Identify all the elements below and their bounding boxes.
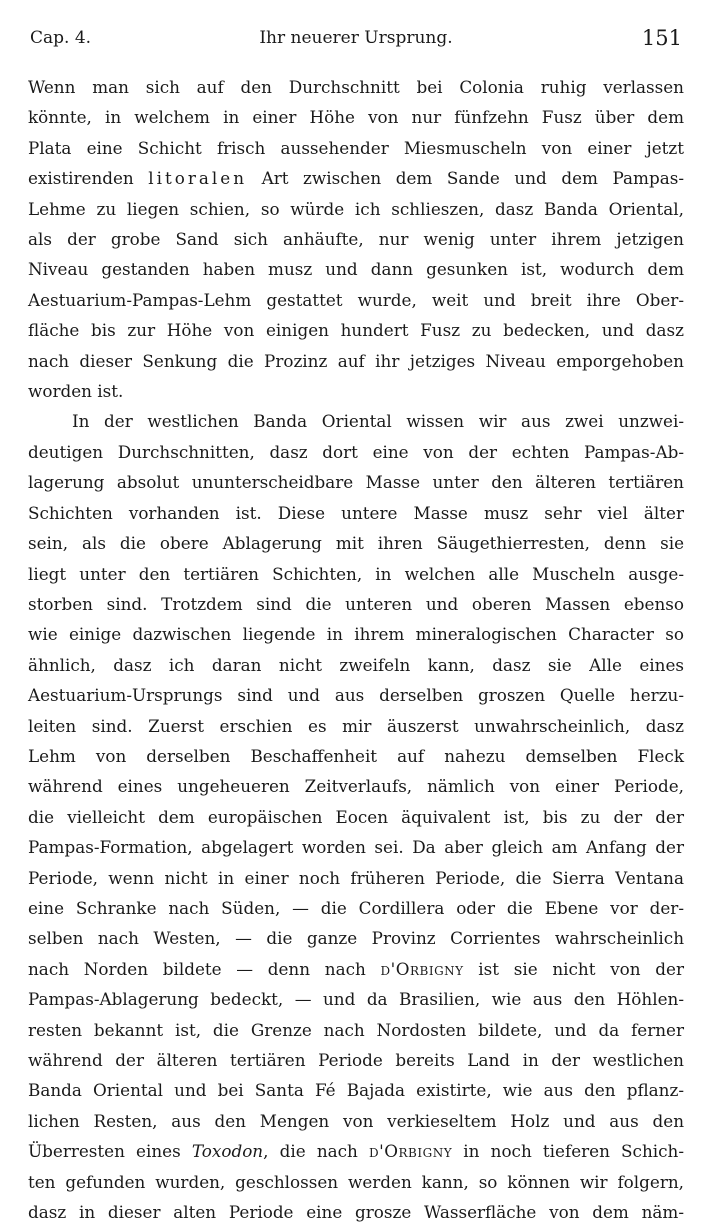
text-line: Banda Oriental und bei Santa Fé Bajada existirte, wie aus den pflanz-: [28, 1080, 684, 1101]
text-line: eine Schranke nach Süden, — die Cordillera oder die Ebene vor der-: [28, 897, 684, 918]
genus-name: Toxodon: [191, 1141, 264, 1162]
text-line: Lehme zu liegen schien, so würde ich schlieszen, dasz Banda Oriental,: [28, 198, 684, 219]
text-line: während der älteren tertiären Periode bereits Land in der westlichen: [28, 1050, 684, 1070]
text-line: Pampas-Formation, abgelagert worden sei. Da aber gleich am Anfang der: [28, 837, 684, 858]
body-text: [28, 72, 684, 1227]
text-line: die vielleicht dem europäischen Eocen äquivalent ist, bis zu der der: [28, 806, 684, 827]
text-line: Wenn man sich auf den Durchschnitt bei Colonia ruhig verlassen: [28, 77, 684, 97]
page-number: 151: [641, 26, 682, 50]
text-line: dasz in dieser alten Periode eine grosze Wasserfläche von dem näm-: [28, 1202, 684, 1223]
text-line: deutigen Durchschnitten, dasz dort eine von der echten Pampas-Ab-: [28, 441, 684, 462]
running-title: Ihr neuerer Ursprung.: [259, 28, 453, 48]
text-line: fläche bis zur Höhe von einigen hundert Fusz zu bedecken, und dasz: [28, 320, 684, 341]
author-name: d'Orbigny: [369, 1141, 453, 1162]
text-line: existirenden litoralen Art zwischen dem Sande und dem Pampas-: [28, 168, 684, 189]
text-line: Plata eine Schicht frisch aussehender Miesmuscheln von einer jetzt: [28, 137, 684, 158]
text-line: während eines ungeheueren Zeitverlaufs, nämlich von einer Periode,: [28, 776, 684, 797]
spaced-emphasis: litoralen: [148, 168, 248, 189]
text-line: Aestuarium-Ursprungs sind und aus derselben groszen Quelle herzu-: [28, 685, 684, 706]
text-line: als der grobe Sand sich anhäufte, nur wenig unter ihrem jetzigen: [28, 229, 684, 250]
text-line: Schichten vorhanden ist. Diese untere Masse musz sehr viel älter: [28, 502, 684, 523]
text-line: liegt unter den tertiären Schichten, in welchen alle Muscheln ausge-: [28, 563, 684, 584]
text-line: worden ist.: [28, 381, 124, 402]
text-line: Periode, wenn nicht in einer noch früheren Periode, die Sierra Ventana: [28, 867, 684, 888]
text-line: lichen Resten, aus den Mengen von verkieseltem Holz und aus den: [28, 1110, 684, 1131]
text-line: resten bekannt ist, die Grenze nach Nordosten bildete, und da ferner: [28, 1019, 684, 1040]
text-line: wie einige dazwischen liegende in ihrem mineralogischen Character so: [28, 624, 684, 645]
text-line: leiten sind. Zuerst erschien es mir äuszerst unwahrscheinlich, dasz: [28, 715, 684, 736]
text-line: ähnlich, dasz ich daran nicht zweifeln kann, dasz sie Alle eines: [28, 654, 684, 675]
text-line: storben sind. Trotzdem sind die unteren und oberen Massen ebenso: [28, 593, 684, 614]
text-line: In der westlichen Banda Oriental wissen wir aus zwei unzwei-: [72, 411, 684, 432]
running-head: [30, 22, 682, 52]
text-line: sein, als die obere Ablagerung mit ihren Säugethierresten, denn sie: [28, 533, 684, 554]
text-line: könnte, in welchem in einer Höhe von nur fünfzehn Fusz über dem: [28, 107, 684, 128]
chapter-label: Cap. 4.: [30, 28, 92, 48]
text-line: ten gefunden wurden, geschlossen werden kann, so können wir folgern,: [28, 1171, 684, 1192]
text-line: Aestuarium-Pampas-Lehm gestattet wurde, weit und breit ihre Ober-: [28, 289, 684, 310]
text-line: lagerung absolut ununterscheidbare Masse unter den älteren tertiären: [28, 472, 684, 493]
text-line: Pampas-Ablagerung bedeckt, — und da Brasilien, wie aus den Höhlen-: [28, 989, 684, 1010]
text-line: Niveau gestanden haben musz und dann gesunken ist, wodurch dem: [28, 259, 684, 280]
text-line: selben nach Westen, — die ganze Provinz Corrientes wahrscheinlich: [28, 928, 684, 949]
text-line: Lehm von derselben Beschaffenheit auf nahezu demselben Fleck: [28, 745, 684, 766]
text-line: nach Norden bildete — denn nach d'Orbigny ist sie nicht von der: [28, 958, 684, 979]
text-line: Überresten eines Toxodon, die nach d'Orbigny in noch tieferen Schich-: [28, 1141, 684, 1162]
author-name: d'Orbigny: [380, 958, 464, 979]
text-line: nach dieser Senkung die Prozinz auf ihr jetziges Niveau emporgehoben: [28, 350, 684, 371]
